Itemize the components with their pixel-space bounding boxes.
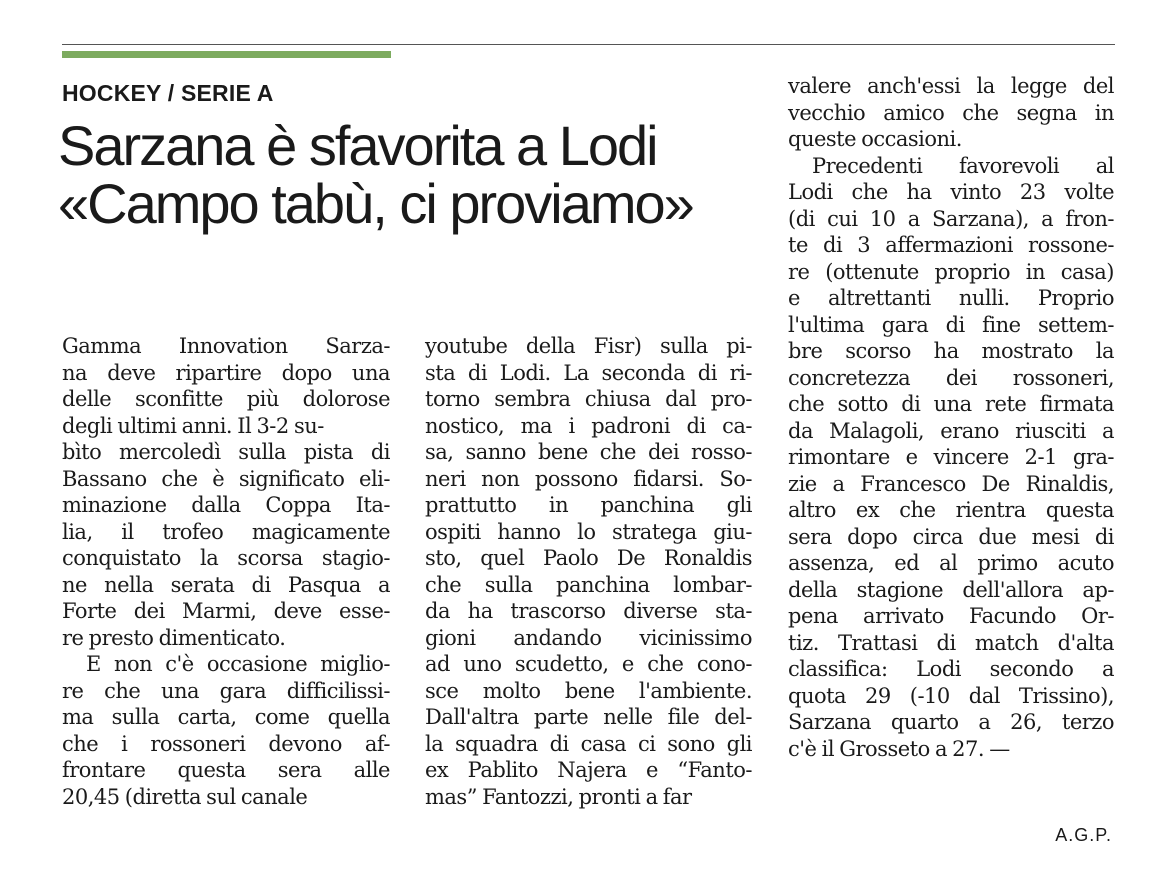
section-kicker: HOCKEY / SERIE A — [62, 80, 274, 106]
article-line: Gamma Innovation Sarza- — [62, 334, 390, 358]
article-line: ma sulla carta, come quella — [62, 705, 390, 729]
article-line: classifica: Lodi secondo a — [788, 657, 1114, 681]
article-line: che i rossoneri devono af- — [62, 731, 390, 756]
article-line: E non c'è occasione miglio- — [86, 652, 390, 676]
article-line: valere anch'essi la legge del — [788, 74, 1114, 98]
article-line: gioni andando vicinissimo — [425, 625, 752, 650]
top-rule — [62, 44, 1115, 45]
article-line: queste occasioni. — [788, 127, 962, 151]
headline-line: «Campo tabù, ci proviamo» — [58, 172, 693, 235]
article-line: altro ex che rientra questa — [788, 498, 1114, 522]
article-line: bìto mercoledì sulla pista di — [62, 440, 390, 464]
article-line: ospiti hanno lo stratega giu- — [425, 519, 752, 544]
article-line: lia, il trofeo magicamente — [62, 519, 390, 544]
article-line: torno sembra chiusa dal pro- — [425, 387, 752, 411]
article-line: Sarzana quarto a 26, terzo — [788, 710, 1114, 734]
article-line: delle sconfitte più dolorose — [62, 387, 390, 411]
article-line: 20,45 (diretta sul canale — [62, 784, 308, 809]
article-line: na deve ripartire dopo una — [62, 360, 390, 385]
article-line: pena arrivato Facundo Or- — [788, 604, 1114, 628]
article-line: da Malagoli, erano riusciti a — [788, 418, 1114, 443]
article-line: prattutto in panchina gli — [425, 493, 752, 517]
article-line: sto, quel Paolo De Ronaldis — [425, 546, 752, 570]
article-line: minazione dalla Coppa Ita- — [62, 493, 390, 517]
article-line: c'è il Grosseto a 27. — — [788, 736, 1010, 761]
article-line: re presto dimenticato. — [62, 625, 286, 650]
article-line: frontare questa sera alle — [62, 758, 390, 782]
article-line: zie a Francesco De Rinaldis, — [788, 471, 1114, 496]
article-line: degli ultimi anni. Il 3-2 su- — [62, 413, 324, 438]
article-line: sce molto bene l'ambiente. — [425, 678, 752, 703]
article-line: quota 29 (-10 dal Trissino), — [788, 683, 1114, 708]
article-line: Bassano che è significato eli- — [62, 466, 390, 491]
article-line: della stagione dell'allora ap- — [788, 577, 1114, 602]
article-column-1 — [62, 333, 390, 810]
article-column-2 — [425, 333, 752, 810]
article-line: ex Pablito Najera e “Fanto- — [425, 758, 752, 782]
article-column-3 — [788, 73, 1114, 762]
article-line: re (ottenute proprio in casa) — [788, 259, 1114, 284]
byline: A.G.P. — [1055, 825, 1112, 845]
article-line: concretezza dei rossoneri, — [788, 365, 1114, 390]
headline — [58, 114, 768, 235]
article-line: rimontare e vincere 2-1 gra- — [788, 445, 1114, 469]
article-line: sa, sanno bene che dei rosso- — [425, 440, 752, 464]
article-line: sera dopo circa due mesi di — [788, 524, 1114, 549]
article-line: re che una gara difficilissi- — [62, 678, 390, 703]
article-line: vecchio amico che segna in — [788, 100, 1114, 125]
article-line: l'ultima gara di fine settem- — [788, 312, 1114, 337]
article-line: mas” Fantozzi, pronti a far — [425, 784, 692, 809]
article-line: Precedenti favorevoli al — [812, 153, 1114, 178]
article-line: e altrettanti nulli. Proprio — [788, 286, 1114, 310]
article-line: che sotto di una rete firmata — [788, 392, 1114, 416]
section-accent-bar — [62, 51, 391, 58]
article-line: da ha trascorso diverse sta- — [425, 599, 752, 623]
article-line: bre scorso ha mostrato la — [788, 339, 1114, 363]
article-line: youtube della Fisr) sulla pi- — [425, 334, 752, 358]
article-line: neri non possono fidarsi. So- — [425, 466, 752, 491]
article-line: Lodi che ha vinto 23 volte — [788, 180, 1114, 204]
article-line: sta di Lodi. La seconda di ri- — [425, 360, 752, 385]
article-line: nostico, ma i padroni di ca- — [425, 413, 752, 438]
article-line: che sulla panchina lombar- — [425, 572, 752, 597]
article-line: tiz. Trattasi di match d'alta — [788, 630, 1114, 655]
article-line: Forte dei Marmi, deve esse- — [62, 599, 390, 623]
article-line: ad uno scudetto, e che cono- — [425, 652, 752, 676]
article-line: (di cui 10 a Sarzana), a fron- — [788, 206, 1114, 231]
article-line: Dall'altra parte nelle file del- — [425, 705, 752, 729]
article-line: ne nella serata di Pasqua a — [62, 572, 390, 597]
article-line: assenza, ed al primo acuto — [788, 551, 1114, 575]
article-line: la squadra di casa ci sono gli — [425, 731, 752, 756]
article-line: conquistato la scorsa stagio- — [62, 546, 390, 570]
article-line: te di 3 affermazioni rossone- — [788, 233, 1114, 257]
headline-line: Sarzana è sfavorita a Lodi — [58, 114, 657, 177]
